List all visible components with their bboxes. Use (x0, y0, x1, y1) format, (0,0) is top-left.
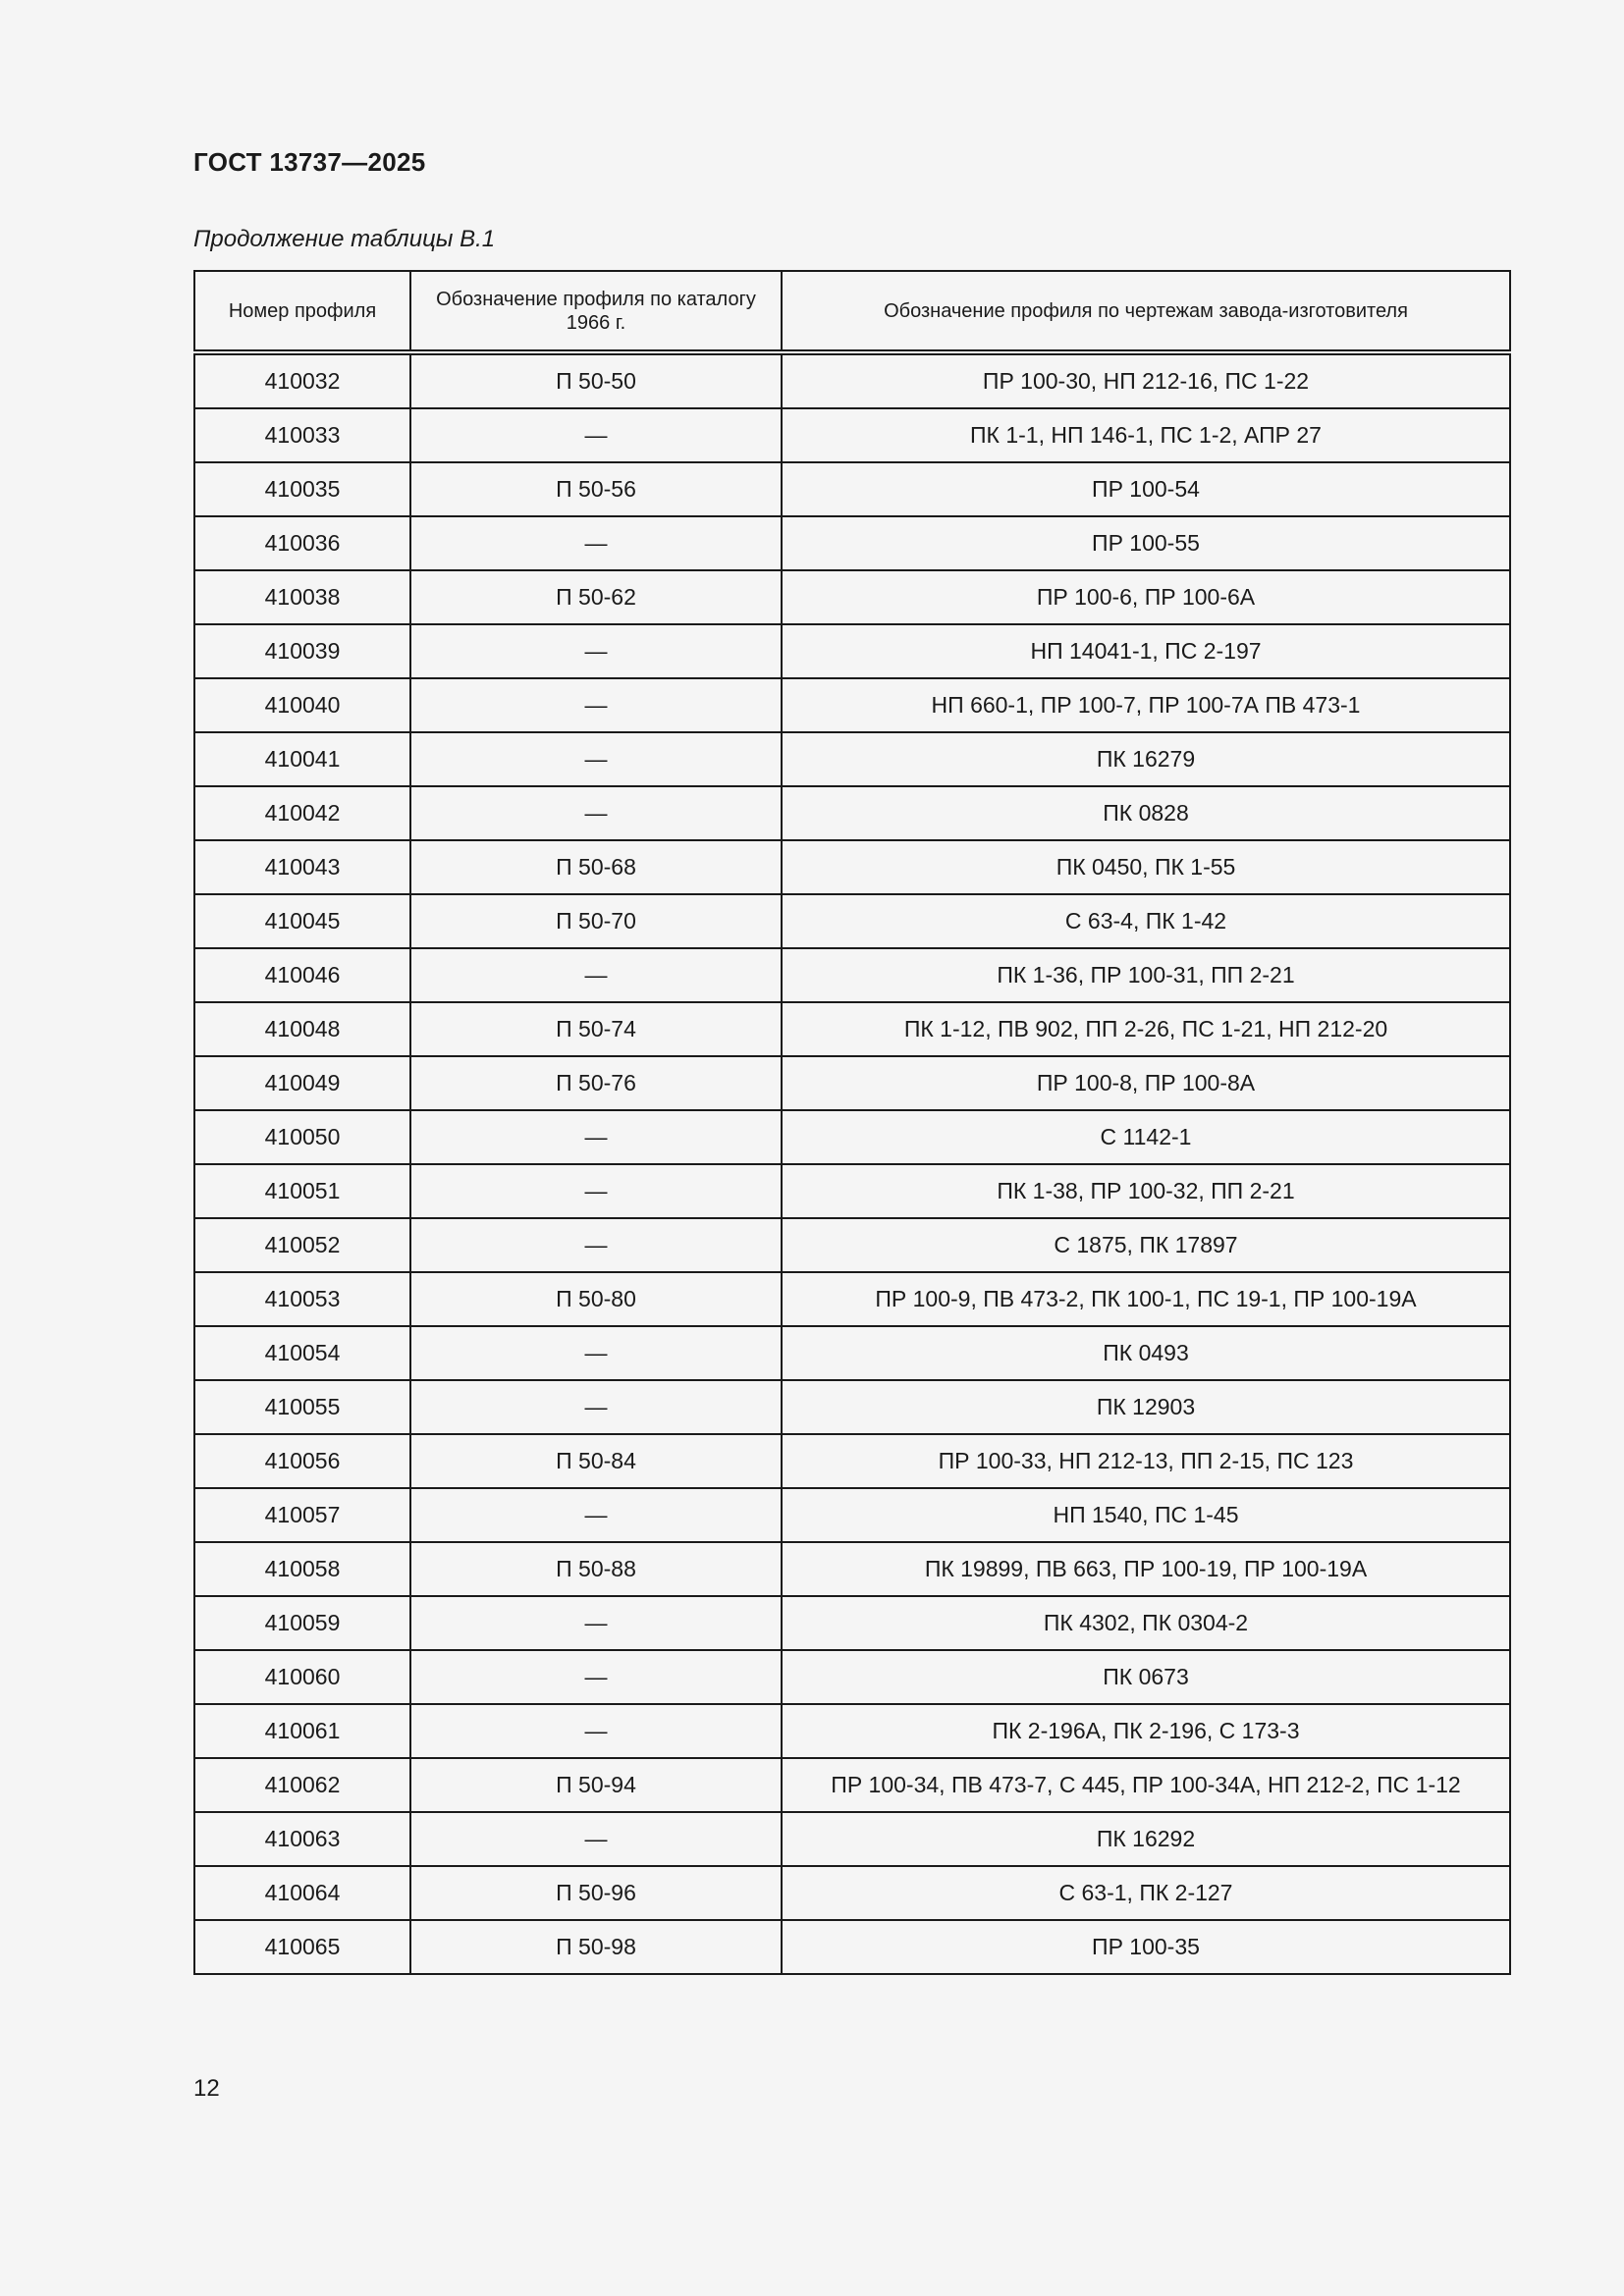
table-row (194, 1218, 1510, 1272)
cell-factory-designation: С 63-4, ПК 1-42 (782, 894, 1510, 948)
table-row (194, 462, 1510, 516)
cell-profile-number: 410060 (194, 1650, 410, 1704)
table-row (194, 894, 1510, 948)
table-row (194, 1704, 1510, 1758)
table-row (194, 1434, 1510, 1488)
table-row (194, 570, 1510, 624)
table-row (194, 624, 1510, 678)
table-row (194, 408, 1510, 462)
cell-factory-designation: ПР 100-30, НП 212-16, ПС 1-22 (782, 352, 1510, 408)
cell-catalog-designation: — (410, 1218, 782, 1272)
cell-profile-number: 410041 (194, 732, 410, 786)
cell-factory-designation: ПР 100-34, ПВ 473-7, С 445, ПР 100-34А, НП 212-2, ПС 1-12 (782, 1758, 1510, 1812)
cell-profile-number: 410033 (194, 408, 410, 462)
table-row (194, 1542, 1510, 1596)
table-row (194, 1758, 1510, 1812)
cell-profile-number: 410050 (194, 1110, 410, 1164)
cell-factory-designation: ПК 0673 (782, 1650, 1510, 1704)
cell-profile-number: 410065 (194, 1920, 410, 1974)
cell-profile-number: 410055 (194, 1380, 410, 1434)
header-catalog-designation: Обозначение профиля по каталогу 1966 г. (410, 271, 782, 352)
cell-factory-designation: ПР 100-35 (782, 1920, 1510, 1974)
cell-factory-designation: ПК 4302, ПК 0304-2 (782, 1596, 1510, 1650)
cell-factory-designation: ПР 100-33, НП 212-13, ПП 2-15, ПС 123 (782, 1434, 1510, 1488)
cell-factory-designation: ПК 19899, ПВ 663, ПР 100-19, ПР 100-19А (782, 1542, 1510, 1596)
cell-catalog-designation: — (410, 624, 782, 678)
cell-catalog-designation: — (410, 1596, 782, 1650)
cell-factory-designation: ПР 100-9, ПВ 473-2, ПК 100-1, ПС 19-1, ПР 100-19А (782, 1272, 1510, 1326)
table-row (194, 1866, 1510, 1920)
cell-catalog-designation: — (410, 1380, 782, 1434)
cell-catalog-designation: — (410, 1704, 782, 1758)
cell-factory-designation: ПР 100-54 (782, 462, 1510, 516)
cell-profile-number: 410063 (194, 1812, 410, 1866)
table-body (194, 352, 1510, 1974)
cell-catalog-designation: П 50-74 (410, 1002, 782, 1056)
table-row (194, 1920, 1510, 1974)
table-caption: Продолжение таблицы В.1 (193, 226, 496, 252)
table-header-row (194, 271, 1510, 352)
cell-catalog-designation: — (410, 1326, 782, 1380)
cell-factory-designation: ПР 100-8, ПР 100-8А (782, 1056, 1510, 1110)
cell-catalog-designation: — (410, 732, 782, 786)
cell-catalog-designation: П 50-96 (410, 1866, 782, 1920)
cell-factory-designation: ПК 16292 (782, 1812, 1510, 1866)
cell-catalog-designation: П 50-56 (410, 462, 782, 516)
cell-catalog-designation: П 50-68 (410, 840, 782, 894)
cell-factory-designation: ПК 1-12, ПВ 902, ПП 2-26, ПС 1-21, НП 212-20 (782, 1002, 1510, 1056)
cell-factory-designation: ПК 1-38, ПР 100-32, ПП 2-21 (782, 1164, 1510, 1218)
table-row (194, 1380, 1510, 1434)
cell-profile-number: 410039 (194, 624, 410, 678)
cell-profile-number: 410051 (194, 1164, 410, 1218)
header-profile-number: Номер профиля (194, 271, 410, 352)
table-row (194, 1110, 1510, 1164)
document-title: ГОСТ 13737—2025 (193, 147, 426, 177)
cell-profile-number: 410045 (194, 894, 410, 948)
table-row (194, 352, 1510, 408)
cell-factory-designation: НП 1540, ПС 1-45 (782, 1488, 1510, 1542)
cell-factory-designation: С 1142-1 (782, 1110, 1510, 1164)
cell-profile-number: 410046 (194, 948, 410, 1002)
cell-factory-designation: ПР 100-55 (782, 516, 1510, 570)
table-row (194, 1164, 1510, 1218)
table-row (194, 1812, 1510, 1866)
cell-catalog-designation: — (410, 786, 782, 840)
cell-profile-number: 410054 (194, 1326, 410, 1380)
header-factory-designation: Обозначение профиля по чертежам завода-изготовителя (782, 271, 1510, 352)
table-row (194, 786, 1510, 840)
cell-profile-number: 410048 (194, 1002, 410, 1056)
cell-factory-designation: ПК 0493 (782, 1326, 1510, 1380)
cell-factory-designation: ПК 12903 (782, 1380, 1510, 1434)
cell-catalog-designation: П 50-80 (410, 1272, 782, 1326)
cell-profile-number: 410042 (194, 786, 410, 840)
cell-catalog-designation: П 50-84 (410, 1434, 782, 1488)
cell-catalog-designation: — (410, 1164, 782, 1218)
cell-factory-designation: ПР 100-6, ПР 100-6А (782, 570, 1510, 624)
cell-catalog-designation: — (410, 1650, 782, 1704)
cell-profile-number: 410053 (194, 1272, 410, 1326)
cell-profile-number: 410056 (194, 1434, 410, 1488)
table-row (194, 732, 1510, 786)
cell-catalog-designation: П 50-70 (410, 894, 782, 948)
cell-factory-designation: НП 14041-1, ПС 2-197 (782, 624, 1510, 678)
table-row (194, 1596, 1510, 1650)
cell-profile-number: 410059 (194, 1596, 410, 1650)
cell-catalog-designation: — (410, 1488, 782, 1542)
table-row (194, 1650, 1510, 1704)
cell-profile-number: 410038 (194, 570, 410, 624)
cell-profile-number: 410064 (194, 1866, 410, 1920)
cell-factory-designation: ПК 0450, ПК 1-55 (782, 840, 1510, 894)
cell-factory-designation: ПК 1-1, НП 146-1, ПС 1-2, АПР 27 (782, 408, 1510, 462)
cell-profile-number: 410043 (194, 840, 410, 894)
cell-catalog-designation: — (410, 948, 782, 1002)
cell-factory-designation: ПК 1-36, ПР 100-31, ПП 2-21 (782, 948, 1510, 1002)
cell-profile-number: 410062 (194, 1758, 410, 1812)
cell-catalog-designation: — (410, 408, 782, 462)
cell-factory-designation: С 1875, ПК 17897 (782, 1218, 1510, 1272)
table-row (194, 1056, 1510, 1110)
cell-factory-designation: ПК 16279 (782, 732, 1510, 786)
table-row (194, 1272, 1510, 1326)
table-row (194, 1488, 1510, 1542)
cell-catalog-designation: — (410, 1812, 782, 1866)
cell-profile-number: 410035 (194, 462, 410, 516)
table-row (194, 948, 1510, 1002)
cell-catalog-designation: — (410, 516, 782, 570)
cell-profile-number: 410036 (194, 516, 410, 570)
table-row (194, 840, 1510, 894)
cell-catalog-designation: — (410, 678, 782, 732)
table-row (194, 516, 1510, 570)
cell-catalog-designation: П 50-50 (410, 352, 782, 408)
cell-catalog-designation: П 50-98 (410, 1920, 782, 1974)
cell-profile-number: 410032 (194, 352, 410, 408)
cell-catalog-designation: П 50-76 (410, 1056, 782, 1110)
cell-profile-number: 410052 (194, 1218, 410, 1272)
cell-factory-designation: НП 660-1, ПР 100-7, ПР 100-7А ПВ 473-1 (782, 678, 1510, 732)
cell-factory-designation: С 63-1, ПК 2-127 (782, 1866, 1510, 1920)
cell-catalog-designation: — (410, 1110, 782, 1164)
cell-profile-number: 410058 (194, 1542, 410, 1596)
page-number: 12 (193, 2075, 220, 2102)
table-row (194, 1326, 1510, 1380)
profiles-table (193, 270, 1511, 1975)
cell-factory-designation: ПК 0828 (782, 786, 1510, 840)
table-row (194, 678, 1510, 732)
cell-catalog-designation: П 50-88 (410, 1542, 782, 1596)
cell-catalog-designation: П 50-94 (410, 1758, 782, 1812)
cell-profile-number: 410049 (194, 1056, 410, 1110)
cell-profile-number: 410040 (194, 678, 410, 732)
cell-profile-number: 410061 (194, 1704, 410, 1758)
cell-catalog-designation: П 50-62 (410, 570, 782, 624)
cell-factory-designation: ПК 2-196А, ПК 2-196, С 173-3 (782, 1704, 1510, 1758)
cell-profile-number: 410057 (194, 1488, 410, 1542)
table-row (194, 1002, 1510, 1056)
